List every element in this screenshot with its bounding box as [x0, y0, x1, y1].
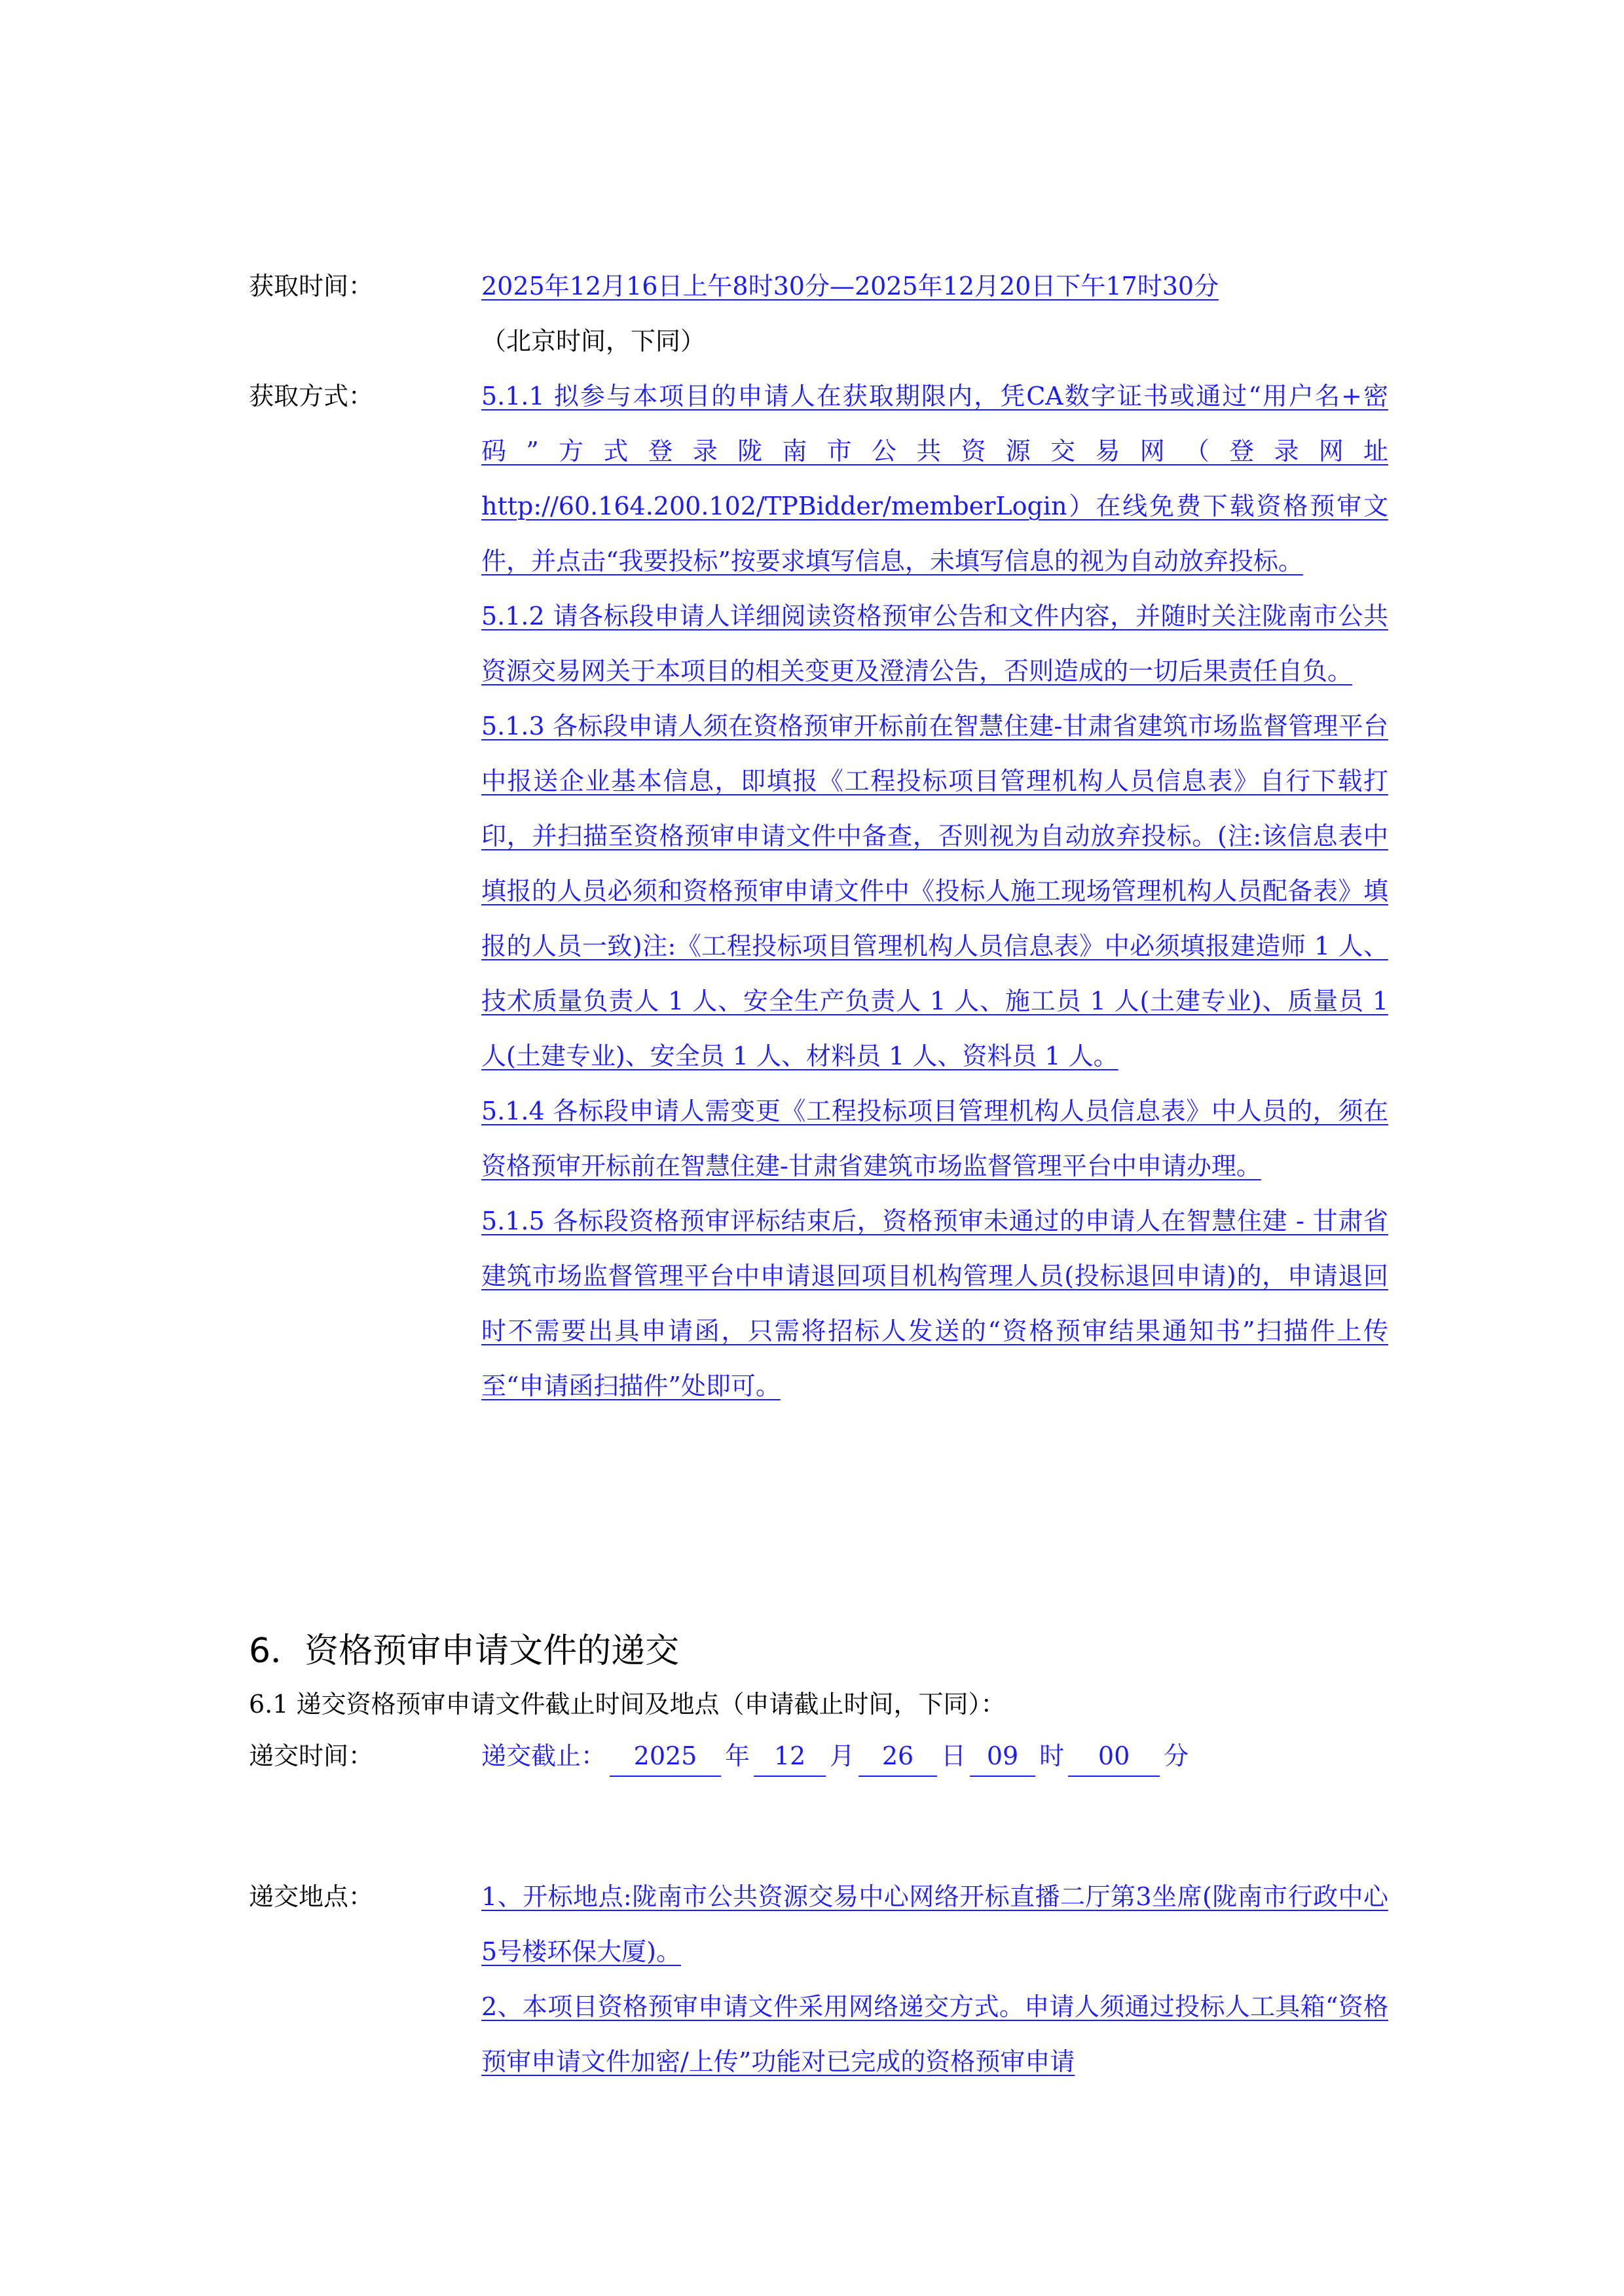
- submit-place-para-1[interactable]: 1、开标地点:陇南市公共资源交易中心网络开标直播二厅第3坐席(陇南市行政中心5号楼环保大厦)。: [481, 1882, 1388, 1966]
- obtain-method-para-513[interactable]: 5.1.3 各标段申请人须在资格预审开标前在智慧住建-甘肃省建筑市场监督管理平台中报送企业基本信息，即填报《工程投标项目管理机构人员信息表》自行下载打印，并扫描至资格预审申请文件中备查，否则视为自动放弃投标。(注:该信息表中填报的人员必须和资格预审申请文件中《投标人施工现场管理机构人员配备表》填报的人员一致)注:《工程投标项目管理机构人员信息表》中必须填报建造师 1 人、技术质量负责人 1 人、安全生产负责人 1 人、施工员 1 人(土建专业)、质量员 1 人(土建专业)、安全员 1 人、材料员 1 人、资料员 1 人。: [481, 712, 1388, 1070]
- year-unit: 年: [725, 1741, 750, 1770]
- month-unit: 月: [830, 1741, 855, 1770]
- day-unit: 日: [941, 1741, 967, 1770]
- obtain-method-content: [481, 369, 1388, 1413]
- submit-deadline-prefix: 递交截止：: [481, 1741, 606, 1770]
- obtain-time-content: [481, 259, 1388, 369]
- obtain-time-value[interactable]: 2025年12月16日上午8时30分—2025年12月20日下午17时30分: [481, 272, 1219, 301]
- minute-unit: 分: [1164, 1741, 1189, 1770]
- hour-unit: 时: [1039, 1741, 1065, 1770]
- submit-place-para-2[interactable]: 2、本项目资格预审申请文件采用网络递交方式。申请人须通过投标人工具箱“资格预审申请文件加密/上传”功能对已完成的资格预审申请: [481, 1992, 1388, 2076]
- submit-place-label: 递交地点：: [249, 1882, 374, 1911]
- obtain-method-para-514[interactable]: 5.1.4 各标段申请人需变更《工程投标项目管理机构人员信息表》中人员的，须在资格预审开标前在智慧住建-甘肃省建筑市场监督管理平台中申请办理。: [481, 1097, 1388, 1180]
- obtain-time-note: （北京时间，下同）: [481, 327, 706, 355]
- obtain-method-para-515[interactable]: 5.1.5 各标段资格预审评标结束后，资格预审未通过的申请人在智慧住建 - 甘肃省建筑市场监督管理平台中申请退回项目机构管理人员(投标退回申请)的，申请退回时不需要出具申请函，只需将招标人发送的“资格预审结果通知书”扫描件上传至“申请函扫描件”处即可。: [481, 1207, 1388, 1400]
- obtain-method-para-511[interactable]: 5.1.1 拟参与本项目的申请人在获取期限内，凭CA数字证书或通过“用户名+密码”方式登录陇南市公共资源交易网（登录网址http://60.164.200.102/TPBidder/memberLogin）在线免费下载资格预审文件，并点击“我要投标”按要求填写信息，未填写信息的视为自动放弃投标。: [481, 382, 1388, 575]
- obtain-method-label: 获取方式：: [249, 382, 374, 410]
- submit-time-content: [481, 1728, 1388, 1783]
- deadline-hour: 09: [970, 1736, 1035, 1777]
- section-6-heading: 6．资格预审申请文件的递交: [249, 1631, 680, 1671]
- section-6-1-subline: 6.1 递交资格预审申请文件截止时间及地点（申请截止时间，下同）：: [249, 1690, 1006, 1719]
- deadline-minute: 00: [1068, 1736, 1160, 1777]
- deadline-month: 12: [754, 1736, 826, 1777]
- deadline-day: 26: [858, 1736, 937, 1777]
- submit-place-content: [481, 1869, 1388, 2089]
- deadline-year: 2025: [610, 1736, 721, 1777]
- submit-time-label: 递交时间：: [249, 1741, 374, 1770]
- obtain-time-label: 获取时间：: [249, 272, 374, 301]
- obtain-method-para-512[interactable]: 5.1.2 请各标段申请人详细阅读资格预审公告和文件内容，并随时关注陇南市公共资源交易网关于本项目的相关变更及澄清公告，否则造成的一切后果责任自负。: [481, 602, 1388, 685]
